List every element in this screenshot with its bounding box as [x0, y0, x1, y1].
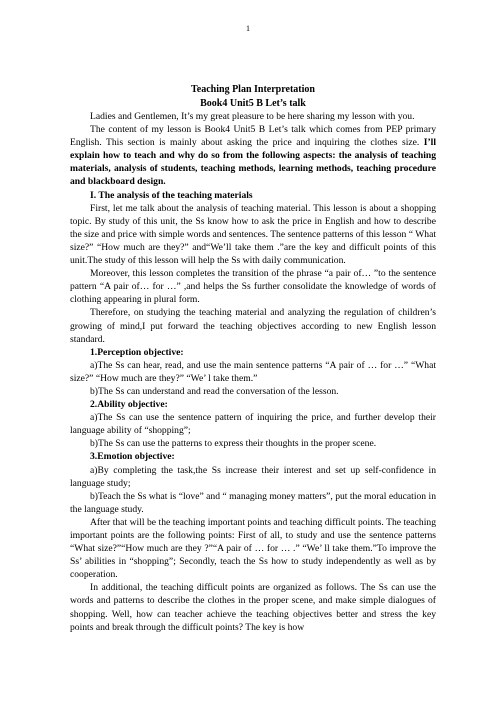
document-subtitle: Book4 Unit5 B Let’s talk	[200, 97, 306, 109]
section-1-heading: I. The analysis of the teaching materials	[90, 189, 253, 201]
objective-1-heading: 1.Perception objective:	[90, 346, 184, 358]
section-1-paragraph-3: Therefore, on studying the teaching material and analyzing the regulation of children’s growing of mind,I put forward the teaching objectives according to new English lesson standard.	[70, 307, 436, 345]
document-title: Teaching Plan Interpretation	[191, 84, 315, 95]
objective-3-item-b: b)Teach the Ss what is “love” and “ managing money matters”, put the moral education in the language study.	[70, 490, 436, 515]
objective-2-item-b: b)The Ss can use the patterns to express their thoughts in the proper scene.	[90, 438, 377, 450]
section-1-paragraph-1: First, let me talk about the analysis of teaching material. This lesson is about a shopping topic. By study of this unit, the Ss know how to ask the price in English and how to describe the size and price with simple words and sentences. The sentence patterns of this lesson “ What size?” “How much are they?” and“We’ll take them .”are the key and difficult points of this unit.The study of this lesson will help the Ss with daily communication.	[70, 202, 436, 267]
intro-paragraph-2	[70, 123, 436, 188]
intro-paragraph-2-text: The content of my lesson is Book4 Unit5 B Let’s talk which comes from PEP primary English. This section is mainly about asking the price and inquiring the clothes size.	[70, 124, 436, 149]
section-1-paragraph-2: Moreover, this lesson completes the transition of the phrase “a pair of… ”to the sentence pattern “A pair of… for …” ,and helps the Ss further consolidate the knowledge of words of clothing appearing in plural form.	[70, 268, 436, 306]
objective-1-item-a: a)The Ss can hear, read, and use the main sentence patterns “A pair of … for …” “What size?” “How much are they?” “We’ l take them.”	[70, 359, 436, 384]
objective-3-item-a: a)By completing the task,the Ss increase their interest and set up self-confidence in language study;	[70, 464, 436, 489]
page-number: 1	[246, 24, 250, 33]
intro-paragraph-1: Ladies and Gentlemen, It’s my great pleasure to be here sharing my lesson with you.	[90, 111, 415, 122]
objective-3-heading: 3.Emotion objective:	[90, 451, 175, 463]
objective-1-item-b: b)The Ss can understand and read the conversation of the lesson.	[90, 385, 339, 397]
intro-paragraph-2-emphasis: I’ll explain how to teach and why do so from the following aspects: the analysis of teaching materials, analysis of students, teaching methods, learning methods, teaching procedure and blackboard design.	[70, 137, 436, 188]
objective-2-item-a: a)The Ss can use the sentence pattern of inquiring the price, and further develop their language ability of “shopping”;	[70, 412, 436, 437]
difficult-points-paragraph: In additional, the teaching difficult points are organized as follows. The Ss can use the words and patterns to describe the clothes in the proper scene, and make simple dialogues of shopping. Well, how can teacher achieve the teaching objectives better and stress the key points and break through the difficult points? The key is how	[70, 582, 436, 633]
objective-2-heading: 2.Ability objective:	[90, 399, 168, 411]
document-body	[70, 83, 436, 634]
important-points-paragraph: After that will be the teaching important points and teaching difficult points. The teaching important points are the following points: First of all, to study and use the sentence patterns “What size?”“How much are they ?”“A pair of … for … .” “We’ ll take them.”To improve the Ss’ abilities in “shopping”; Secondly, teach the Ss how to study independently as well as by cooperation.	[70, 516, 436, 581]
